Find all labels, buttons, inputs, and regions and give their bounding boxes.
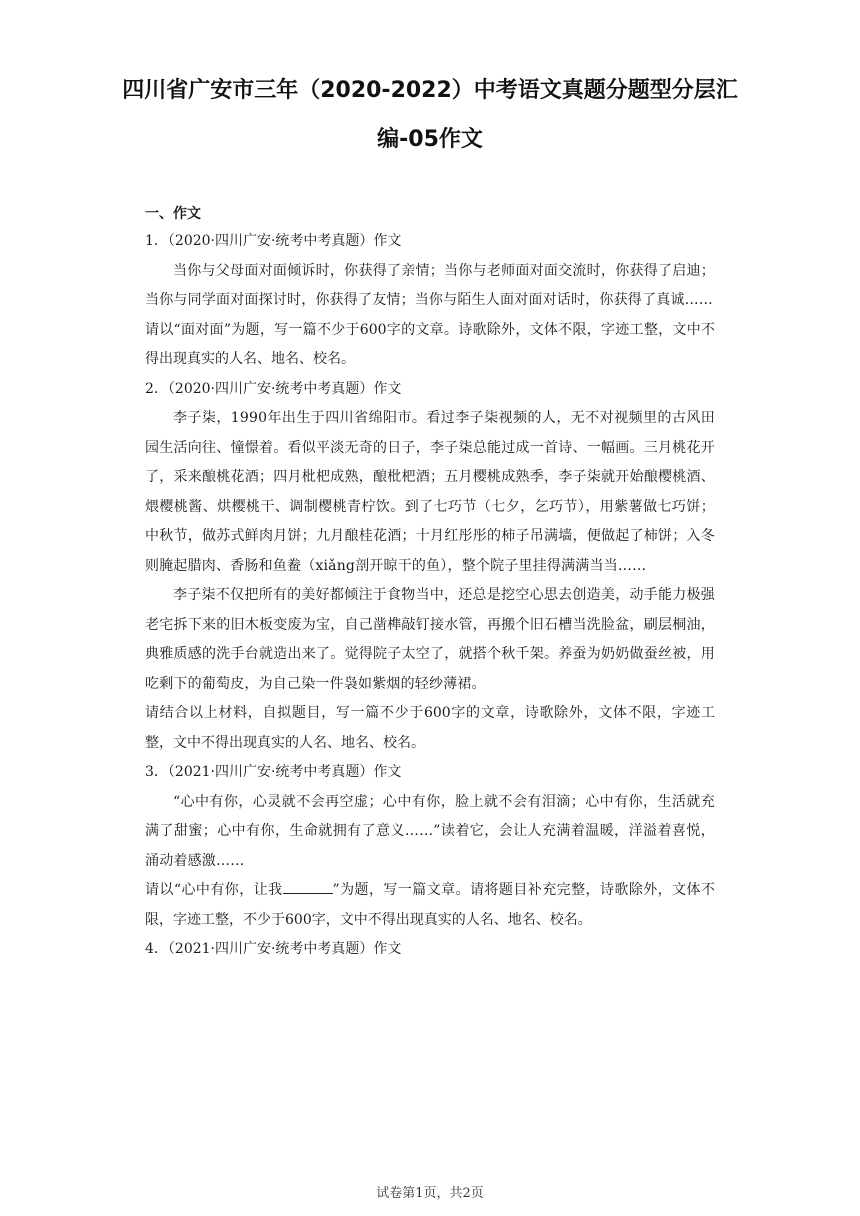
- questions-content: [145, 227, 715, 965]
- question-3-header: 3．（2021·四川广安·统考中考真题）作文: [145, 764, 402, 780]
- question-2-requirement: 请结合以上材料，自拟题目，写一篇不少于600字的文章，诗歌除外，文体不限，字迹工整，文中不得出现真实的人名、地名、校名。: [145, 705, 715, 751]
- question-3-material: “心中有你，心灵就不会再空虚；心中有你，脸上就不会有泪滴；心中有你，生活就充满了甜蜜；心中有你，生命就拥有了意义……”读着它，会让人充满着温暖，洋溢着喜悦，涌动着感激……: [145, 793, 715, 869]
- question-1-material: 当你与父母面对面倾诉时，你获得了亲情；当你与老师面对面交流时，你获得了启迪；当你与同学面对面探讨时，你获得了友情；当你与陌生人面对面对话时，你获得了真诚……: [145, 262, 715, 308]
- question-1-requirement: 请以“面对面”为题，写一篇不少于600字的文章。诗歌除外，文体不限，字迹工整，文中不得出现真实的人名、地名、校名。: [145, 321, 715, 367]
- fill-in-blank: [283, 879, 333, 894]
- document-title-line-2: 编-05作文: [377, 127, 483, 152]
- question-2-header: 2．（2020·四川广安·统考中考真题）作文: [145, 380, 402, 397]
- document-title-line-1: 四川省广安市三年（2020-2022）中考语文真题分题型分层汇: [122, 78, 738, 103]
- question-1-header: 1．（2020·四川广安·统考中考真题）作文: [145, 233, 402, 249]
- question-4-header: 4．（2021·四川广安·统考中考真题）作文: [145, 941, 402, 957]
- page-footer: 试卷第1页，共2页: [376, 1186, 484, 1201]
- question-3-requirement: [145, 876, 715, 935]
- section-heading: 一、作文: [145, 206, 201, 222]
- question-2-material-paragraph-2: 李子柒不仅把所有的美好都倾注于食物当中，还总是挖空心思去创造美，动手能力极强老宅拆下来的旧木板变废为宝，自己凿榫敲钉接水管，再搬个旧石槽当洗脸盆，刷层桐油，典雅质感的洗手台就造出来了。觉得院子太空了，就搭个秋千架。养蚕为奶奶做蚕丝被，用吃剩下的葡萄皮，为自己染一件袅如紫烟的轻纱薄裙。: [145, 587, 715, 692]
- question-3-requirement-after-blank: ”为题，写一篇文章。请将题目补充完整，诗歌除外，文体不限，字迹工整，不少于600字，文中不得出现真实的人名、地名、校名。: [145, 882, 715, 928]
- question-3-requirement-before-blank: 请以“心中有你，让我: [145, 882, 283, 898]
- question-2-material-paragraph-1: 李子柒，1990年出生于四川省绵阳市。看过李子柒视频的人，无不对视频里的古风田园生活向往、憧憬着。看似平淡无奇的日子，李子柒总能过成一首诗、一幅画。三月桃花开了，采来酿桃花酒；四月枇杷成熟，酿枇杷酒；五月樱桃成熟季，李子柒就开始酿樱桃酒、煨樱桃酱、烘樱桃干、调制樱桃青柠饮。到了七巧节（七夕，乞巧节），用紫薯做七巧饼；中秋节，做苏式鲜肉月饼；九月酿桂花酒；十月红彤彤的柿子吊满墙，便做起了柿饼；入冬则腌起腊肉、香肠和鱼鲞（xiǎng剖开晾干的鱼），整个院子里挂得满满当当……: [145, 410, 715, 574]
